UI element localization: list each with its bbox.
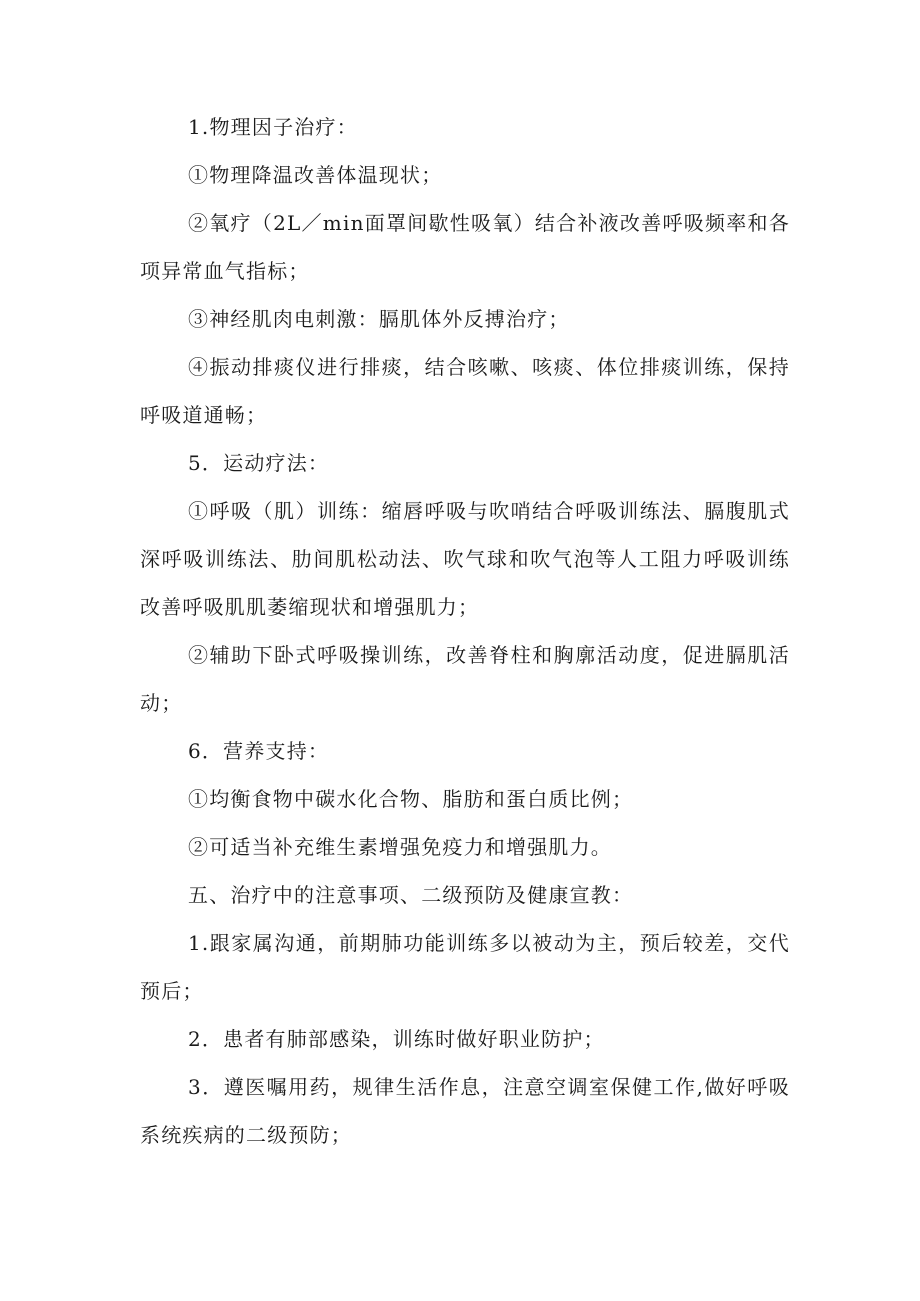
section-heading-precautions: 五、治疗中的注意事项、二级预防及健康宣教： xyxy=(188,883,634,907)
heading-physical-therapy: 1.物理因子治疗： xyxy=(188,115,358,139)
list-item: 3．遵医嘱用药，规律生活作息，注意空调室保健工作,做好呼吸系统疾病的二级预防； xyxy=(140,1075,790,1147)
list-item: ①物理降温改善体温现状； xyxy=(188,163,443,187)
list-item: ①呼吸（肌）训练：缩唇呼吸与吹哨结合呼吸训练法、膈腹肌式深呼吸训练法、肋间肌松动法、吹气球和吹气泡等人工阻力呼吸训练改善呼吸肌肌萎缩现状和增强肌力； xyxy=(140,499,790,619)
list-item: ②辅助下卧式呼吸操训练，改善脊柱和胸廓活动度，促进膈肌活动； xyxy=(140,643,790,715)
heading-nutrition-support: 6．营养支持： xyxy=(188,739,330,763)
list-item: 1.跟家属沟通，前期肺功能训练多以被动为主，预后较差，交代预后； xyxy=(140,931,790,1003)
document-body xyxy=(140,103,790,1159)
list-item: ②氧疗（2L／min面罩间歇性吸氧）结合补液改善呼吸频率和各项异常血气指标； xyxy=(140,211,790,283)
list-item: ②可适当补充维生素增强免疫力和增强肌力。 xyxy=(188,835,612,859)
list-item: 2．患者有肺部感染，训练时做好职业防护； xyxy=(188,1027,605,1051)
list-item: ①均衡食物中碳水化合物、脂肪和蛋白质比例； xyxy=(188,787,634,811)
list-item: ④振动排痰仪进行排痰，结合咳嗽、咳痰、体位排痰训练，保持呼吸道通畅； xyxy=(140,355,790,427)
heading-exercise-therapy: 5．运动疗法： xyxy=(188,451,330,475)
list-item: ③神经肌肉电刺激：膈肌体外反搏治疗； xyxy=(188,307,570,331)
